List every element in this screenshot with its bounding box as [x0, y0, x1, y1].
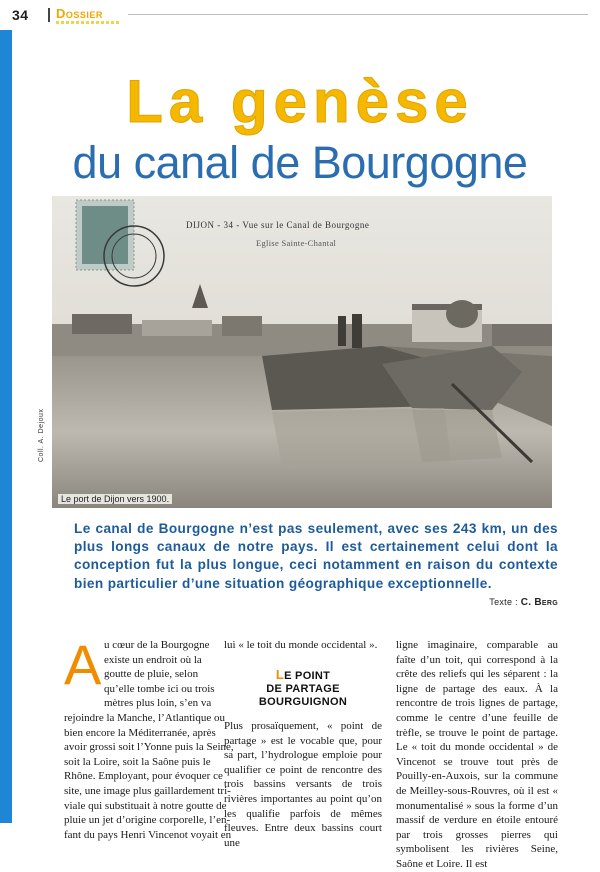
subheading	[224, 668, 382, 709]
col1-line: fant du pays Henri Vincenot voyait en	[64, 828, 232, 841]
postcard-subtitle: Eglise Sainte-Chantal	[256, 238, 337, 248]
col1-line: u cœur de la Bourgogne	[104, 639, 210, 651]
col1-line: Rhône. Employant, pour évoquer ce	[64, 770, 223, 783]
title-line-2: du canal de Bourgogne	[72, 137, 528, 188]
col1-line: soit la Loire, soit la Saône puis le	[64, 755, 211, 768]
col1-line: existe un endroit où la	[104, 653, 202, 666]
byline-author: C. Berg	[520, 597, 558, 608]
intro-paragraph: Le canal de Bourgogne n’est pas seulement, avec ses 243 km, un des plus longs canaux de notre pays. Il est certainement celui dont la conception fut la plus longue, ceci notamment en raison du contexte bien particulier d’une situation géographique exceptionnelle.	[74, 521, 558, 591]
col1-line: viale qui substituait à notre goutte de	[64, 799, 227, 812]
title-line-1: La genèse	[126, 68, 474, 135]
col2-top-line: lui « le toit du monde occidental ».	[224, 639, 378, 651]
article-column-2: Plus prosaïquement, « point de partage » est le vocable que, pour sa part, l’hydrologue emploie pour qualifier ce point de rencontre des trois bassins versants de trois rivières importantes au point qu’on les qualifie parfois de mêmes fleuves. Entre deux bassins court une	[224, 720, 382, 849]
col1-line: bien encore la Méditerranée, après	[64, 726, 216, 739]
byline	[489, 597, 558, 608]
col1-line: pluie un jet d’origine corporelle, l’en-	[64, 814, 231, 827]
section-underline	[56, 21, 120, 24]
article-column-1	[64, 633, 234, 842]
postcard-title: DIJON - 34 - Vue sur le Canal de Bourgogne	[186, 220, 370, 230]
header-divider	[48, 8, 50, 22]
subheading-line-3: BOURGUIGNON	[258, 696, 348, 708]
photo-credit: Coll. A. Dejoux	[38, 408, 45, 462]
page-number: 34	[12, 7, 29, 23]
col1-line: rejoindre la Manche, l’Atlantique ou	[64, 711, 225, 724]
col1-line: avoir grossi soit l’Yonne puis la Seine,	[64, 741, 234, 754]
col1-line: site, une image plus gaillardement tri-	[64, 784, 231, 797]
side-band	[0, 30, 12, 823]
subheading-cap: L	[275, 667, 285, 682]
subheading-line-1: E POINT	[284, 670, 331, 682]
article-column-3: ligne imaginaire, comparable au faîte d’un toit, qui correspond à la crête des reliefs qui les séparent : la ligne de partage des eaux. À la rencontre de trois lignes de partage, comme le centre d’une feuille de trèfle, se trouve le point de partage. Le « toit du monde occidental » de Vincenot se trouve tout près de Pouilly-en-Auxois, sur la commune de Meilley-sous-Rouvres, où il est « monumentalisé » sous la forme d’un massif de verdure en étoile entouré par trois grosses pierres qui symbolisent les rivières Seine, Saône et Loire. Il est	[396, 639, 558, 870]
header-rule	[128, 14, 588, 15]
section-tag: Dossier	[56, 6, 103, 21]
col1-line: mètres plus loin, s’en va	[104, 697, 212, 710]
col1-line: goutte de pluie, selon	[104, 668, 199, 681]
col1-line: qu’elle tombe ici ou trois	[104, 682, 215, 695]
dropcap: A	[64, 633, 102, 696]
byline-label: Texte :	[489, 597, 518, 607]
photo-caption: Le port de Dijon vers 1900.	[58, 494, 172, 504]
subheading-line-2: DE PARTAGE	[266, 683, 340, 695]
